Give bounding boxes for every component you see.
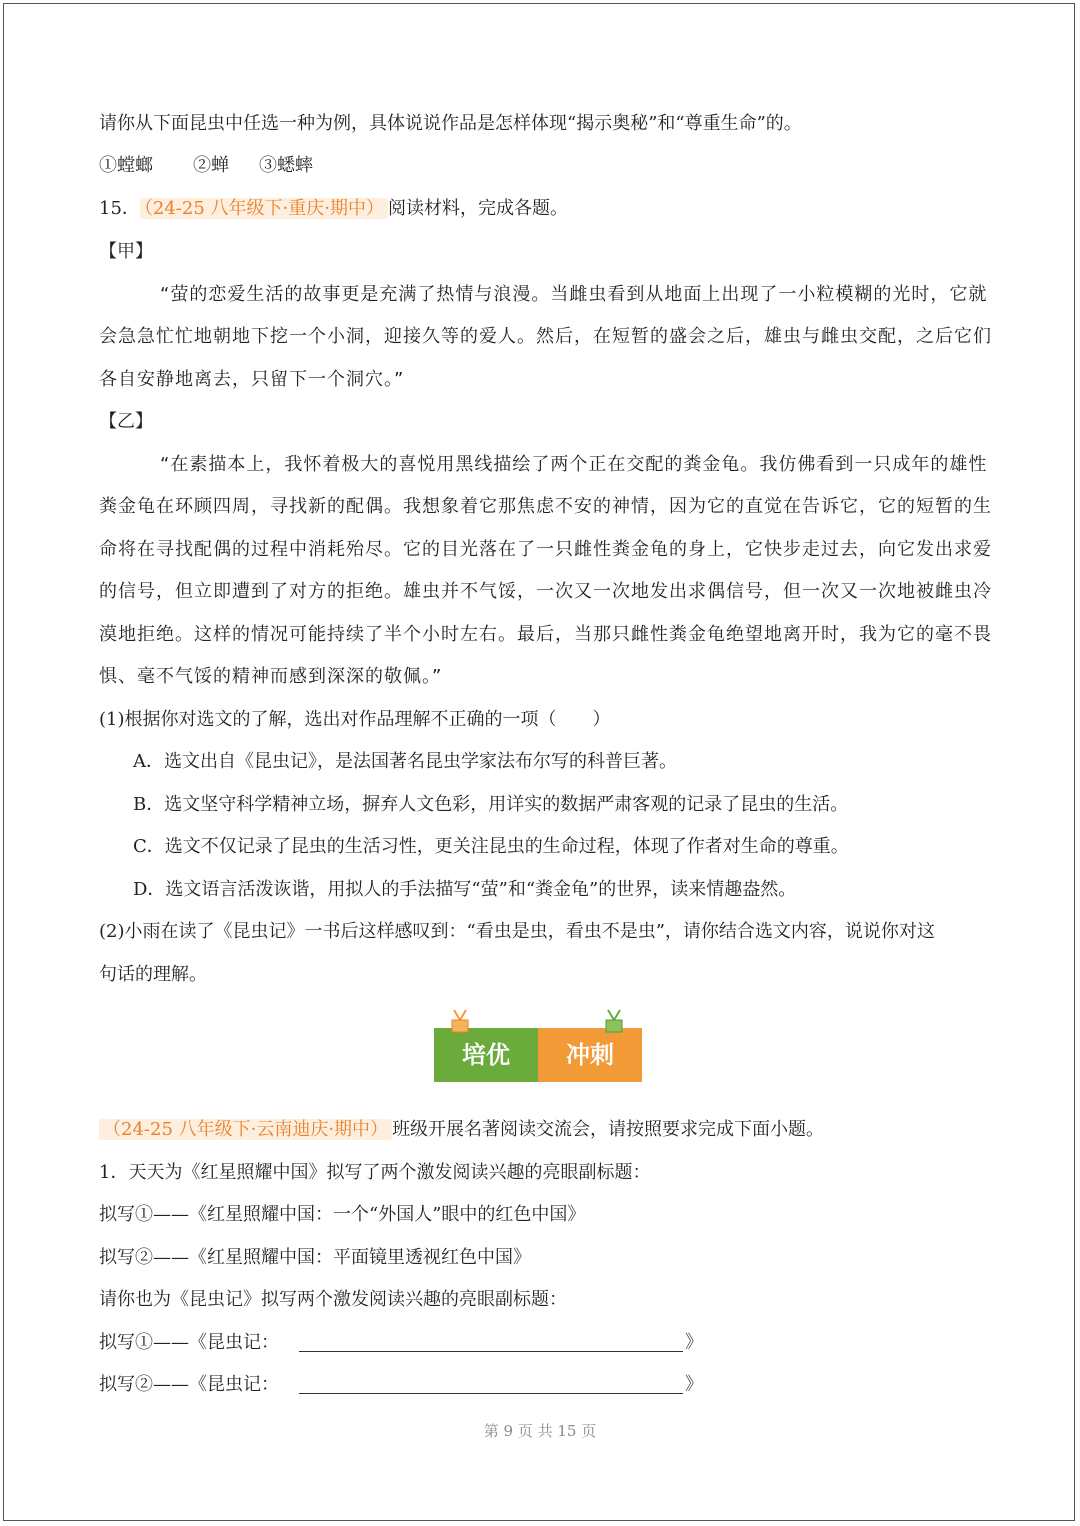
option-cicada: ②蝉 <box>193 155 229 176</box>
passage-yi-line: 漠地拒绝。这样的情况可能持续了半个小时左右。最后，当那只雌性粪金龟绝望地离开时，我为它的毫不畏 <box>99 624 992 645</box>
q14-options <box>99 154 313 178</box>
source-tag: （24-25 八年级下·重庆·期中） <box>140 198 388 219</box>
passage-jia-line: “萤的恋爱生活的故事更是充满了热情与浪漫。当雌虫看到从地面上出现了一小粒模糊的光时，它就 <box>160 284 988 305</box>
passage-yi-line: 惧、毫不气馁的精神而感到深深的敬佩。” <box>99 666 443 687</box>
advanced-q1: 1．天天为《红星照耀中国》拟写了两个激发阅读兴趣的亮眼副标题： <box>99 1162 651 1183</box>
passage-yi-line: 的信号，但立即遭到了对方的拒绝。雄虫并不气馁，一次又一次地发出求偶信号，但一次又一次地被雌虫冷 <box>99 581 992 602</box>
q15-instruction: 阅读材料，完成各题。 <box>387 198 568 219</box>
answer-close: 》 <box>685 1374 703 1395</box>
page-footer: 第 9 页 共 15 页 <box>483 1422 597 1440</box>
choice-b: B．选文坚守科学精神立场，摒弃人文色彩，用详实的数据严肃客观的记录了昆虫的生活。 <box>133 794 849 815</box>
advanced-heading <box>99 1118 824 1142</box>
passage-jia-line: 各自安静地离去，只留下一个洞穴。” <box>99 369 405 390</box>
option-mantis: ①螳螂 <box>99 155 153 176</box>
sub-question-1: (1)根据你对选文的了解，选出对作品理解不正确的一项（ ） <box>99 709 611 730</box>
sub-question-2-cont: 句话的理解。 <box>99 964 207 985</box>
binder-clip-icon <box>450 1008 470 1034</box>
q14-prompt: 请你从下面昆虫中任选一种为例，具体说说作品是怎样体现“揭示奥秘”和“尊重生命”的。 <box>99 113 802 134</box>
passage-yi-line: “在素描本上，我怀着极大的喜悦用黑线描绘了两个正在交配的粪金龟。我仿佛看到一只成年的雄性 <box>160 454 988 475</box>
sub-question-2: (2)小雨在读了《昆虫记》一书后这样感叹到：“看虫是虫，看虫不是虫”，请你结合选文内容，说说你对这 <box>99 921 935 942</box>
answer-close: 》 <box>685 1332 703 1353</box>
task-prompt: 请你也为《昆虫记》拟写两个激发阅读兴趣的亮眼副标题： <box>99 1289 567 1310</box>
passage-yi-line: 粪金龟在环顾四周，寻找新的配偶。我想象着它那焦虑不安的神情，因为它的直觉在告诉它，它的短暂的生 <box>99 496 992 517</box>
advanced-intro: 班级开展名著阅读交流会，请按照要求完成下面小题。 <box>392 1119 825 1140</box>
badge-right: 冲刺 <box>538 1028 642 1082</box>
choice-c: C．选文不仅记录了昆虫的生活习性，更关注昆虫的生命过程，体现了作者对生命的尊重。 <box>133 836 849 857</box>
example-title-1: 拟写①——《红星照耀中国：一个“外国人”眼中的红色中国》 <box>99 1204 586 1225</box>
answer-blank[interactable] <box>299 1375 683 1394</box>
passage-label-yi: 【乙】 <box>99 411 153 432</box>
option-cricket: ③蟋蟀 <box>259 155 313 176</box>
choice-a: A．选文出自《昆虫记》，是法国著名昆虫学家法布尔写的科普巨著。 <box>133 751 677 772</box>
answer-line-2 <box>99 1373 703 1397</box>
answer-label: 拟写①——《昆虫记： <box>99 1332 279 1353</box>
answer-label: 拟写②——《昆虫记： <box>99 1374 279 1395</box>
badge-left: 培优 <box>434 1028 538 1082</box>
answer-blank[interactable] <box>299 1333 683 1352</box>
passage-yi-line: 命将在寻找配偶的过程中消耗殆尽。它的目光落在了一只雌性粪金龟的身上，它快步走过去，向它发出求爱 <box>99 539 992 560</box>
passage-jia-line: 会急急忙忙地朝地下挖一个小洞，迎接久等的爱人。然后，在短暂的盛会之后，雄虫与雌虫交配，之后它们 <box>99 326 992 347</box>
choice-d: D．选文语言活泼诙谐，用拟人的手法描写“萤”和“粪金龟”的世界，读来情趣盎然。 <box>133 879 797 900</box>
answer-line-1 <box>99 1331 703 1355</box>
section-badge <box>434 1022 642 1082</box>
q15-heading <box>99 197 568 221</box>
passage-label-jia: 【甲】 <box>99 241 153 262</box>
source-tag: （24-25 八年级下·云南迪庆·期中） <box>99 1119 392 1140</box>
example-title-2: 拟写②——《红星照耀中国：平面镜里透视红色中国》 <box>99 1247 531 1268</box>
question-number: 15． <box>99 198 140 219</box>
binder-clip-icon <box>604 1008 624 1034</box>
